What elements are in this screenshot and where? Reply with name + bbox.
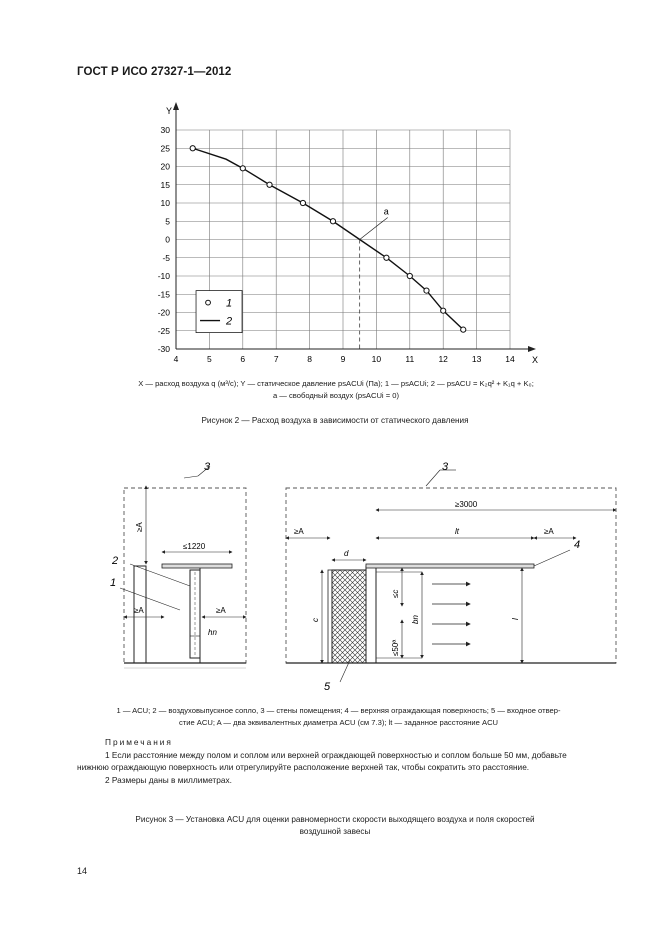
y-tick-label: 30 <box>160 125 170 135</box>
left-top-surface <box>162 564 232 568</box>
series-1-point <box>384 255 389 260</box>
y-tick-label: 5 <box>165 216 170 227</box>
dim-ge-a-vertical: ≥A <box>135 522 144 532</box>
dim-c: c <box>311 618 320 622</box>
label-acu: 1 <box>110 577 117 589</box>
x-tick-label: 9 <box>340 354 346 364</box>
dim-ge-a-right: ≥A <box>216 606 226 615</box>
right-acu-casing <box>366 566 376 663</box>
series-1-point <box>407 273 412 278</box>
chart-legend <box>196 291 242 333</box>
x-tick-label: 13 <box>471 354 482 364</box>
dim-le1220: ≤1220 <box>183 542 206 551</box>
inlet-hatched <box>332 570 366 663</box>
dim-hn: hn <box>208 628 217 637</box>
note-2: 2 Размеры даны в миллиметрах. <box>105 774 232 785</box>
chart-annotation <box>360 207 389 350</box>
x-tick-label: 10 <box>371 354 382 364</box>
y-tick-label: 10 <box>160 198 170 208</box>
notes-block <box>77 736 587 786</box>
legend-label-2: 2 <box>226 315 233 328</box>
label-nozzle: 2 <box>112 555 119 567</box>
pressure-flow-chart <box>130 95 560 375</box>
dim-ge-a-left: ≥A <box>134 606 144 615</box>
page-number: 14 <box>77 866 88 876</box>
notes-heading: Примечания <box>105 737 173 747</box>
dim-bn: bn <box>411 615 420 624</box>
y-tick-label: 20 <box>160 161 170 172</box>
x-tick-label: 6 <box>240 354 246 364</box>
fig3-legend-line1: 1 — ACU; 2 — воздуховыпускное сопло, 3 — стены помещения; 4 — верхняя ограждающая поверхность; 5 — входное отвер- <box>116 706 561 715</box>
fig2-legend-line1: X — расход воздуха q (м³/с); Y — статическое давление psACUi (Па); 1 — psACUi; 2 — psACU = K₂q² + K₁q + K₀; <box>138 379 534 388</box>
document-header: ГОСТ Р ИСО 27327-1—2012 <box>77 66 232 78</box>
fig2-legend-line2: a — свободный воздух (psACUi = 0) <box>272 391 400 400</box>
dim-le50: ≤50ª <box>391 639 400 656</box>
label-walls-left: 3 <box>204 461 211 473</box>
y-tick-label: -10 <box>157 271 170 281</box>
dim-le-c: ≤c <box>391 589 400 598</box>
series-1-point <box>300 200 305 205</box>
y-axis-arrow <box>173 102 179 110</box>
right-view <box>286 461 616 693</box>
x-tick-label: 5 <box>207 354 212 364</box>
series-1-point <box>424 288 429 293</box>
dim-ge-a-right-left: ≥A <box>294 527 304 536</box>
annotation-label: a <box>383 206 389 217</box>
acu-installation-diagram <box>110 460 620 700</box>
legend-label-1: 1 <box>226 297 233 310</box>
fig3-legend <box>86 705 591 729</box>
x-axis-label: X <box>532 355 539 365</box>
label-walls-right: 3 <box>442 461 449 473</box>
x-tick-label: 7 <box>273 354 279 364</box>
y-tick-label: -5 <box>162 252 170 263</box>
series-1-point <box>461 327 466 332</box>
dim-ge-a-right-right: ≥A <box>544 527 554 536</box>
y-tick-label: -20 <box>157 307 170 318</box>
series-1-point <box>267 182 272 187</box>
fig3-legend-line2: стие ACU; A — два эквивалентных диаметра ACU (см 7.3); lt — заданное расстояние ACU <box>178 718 499 727</box>
annotation-leader <box>360 218 388 240</box>
y-tick-label: -15 <box>157 289 170 300</box>
dim-d: d <box>344 549 349 558</box>
x-tick-label: 14 <box>505 354 515 364</box>
dim-l: l <box>511 618 520 620</box>
x-tick-label: 8 <box>307 354 312 364</box>
y-tick-label: 0 <box>165 234 170 245</box>
left-room-walls <box>124 488 246 663</box>
x-axis-arrow <box>528 346 536 352</box>
y-axis-label: Y <box>166 106 173 116</box>
series-1-point <box>330 219 335 224</box>
legend-point-symbol <box>206 300 211 305</box>
label-inlet: 5 <box>324 681 331 693</box>
fig3-caption-line2: воздушной завесы <box>299 827 371 836</box>
fig2-caption: Рисунок 2 — Расход воздуха в зависимости от статического давления <box>201 416 469 425</box>
y-tick-label: 15 <box>160 179 170 190</box>
fig3-caption-line1: Рисунок 3 — Установка ACU для оценки равномерности скорости выходящего воздуха и поля скоростей <box>135 815 535 824</box>
left-view <box>110 461 246 668</box>
series-1-point <box>190 146 195 151</box>
fig2-legend <box>86 378 586 402</box>
x-tick-label: 4 <box>173 354 179 364</box>
fig3-caption <box>80 814 590 838</box>
x-tick-label: 11 <box>405 354 415 364</box>
y-tick-label: 25 <box>160 143 170 154</box>
series-1-point <box>240 166 245 171</box>
dim-ge3000: ≥3000 <box>455 500 478 509</box>
x-tick-label: 12 <box>438 354 448 364</box>
right-top-surface <box>366 564 534 568</box>
note-1: 1 Если расстояние между полом и соплом или верхней ограждающей поверхностью и соплом больше 50 мм, добавьте нижнюю ограждающую поверхность или отрегулируйте расположение верхней так, чтобы сократить это расстояние. <box>77 749 567 772</box>
series-1-point <box>441 308 446 313</box>
dim-lt: lt <box>455 527 459 536</box>
legend-box <box>196 291 242 333</box>
y-tick-label: -30 <box>157 344 170 354</box>
label-surface: 4 <box>574 539 581 551</box>
y-tick-label: -25 <box>157 325 170 336</box>
